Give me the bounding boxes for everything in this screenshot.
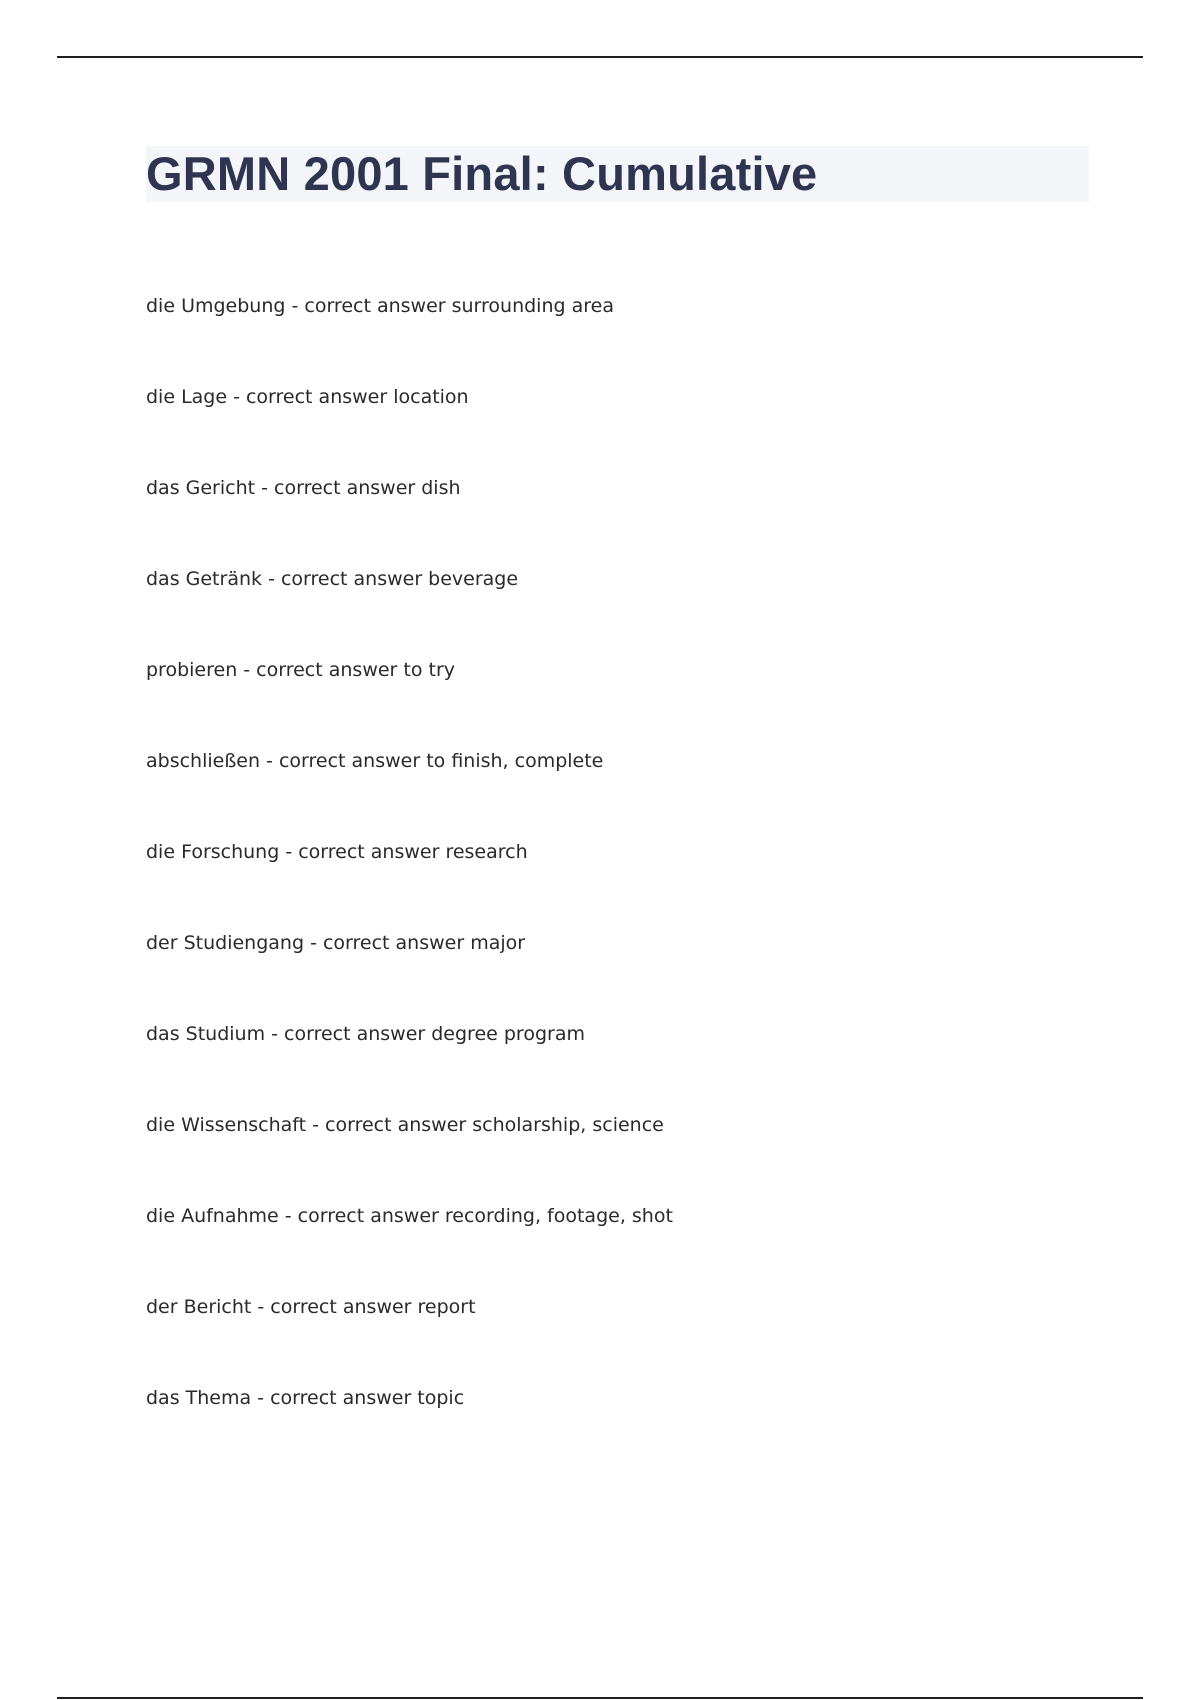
- vocabulary-list: [146, 290, 673, 1473]
- list-item: die Wissenschaft - correct answer scholarship, science: [146, 1114, 664, 1136]
- list-item: probieren - correct answer to try: [146, 659, 456, 681]
- list-item: die Aufnahme - correct answer recording, footage, shot: [146, 1205, 673, 1227]
- list-item: die Forschung - correct answer research: [146, 841, 528, 863]
- list-item: das Studium - correct answer degree program: [146, 1023, 585, 1045]
- page-title: GRMN 2001 Final: Cumulative: [146, 147, 818, 200]
- list-item: die Lage - correct answer location: [146, 386, 469, 408]
- list-item: das Thema - correct answer topic: [146, 1387, 465, 1409]
- title-banner: [146, 146, 1089, 202]
- list-item: das Gericht - correct answer dish: [146, 477, 461, 499]
- list-item: der Studiengang - correct answer major: [146, 932, 526, 954]
- top-rule: [57, 56, 1143, 58]
- list-item: der Bericht - correct answer report: [146, 1296, 476, 1318]
- bottom-rule: [57, 1697, 1143, 1699]
- list-item: die Umgebung - correct answer surrounding area: [146, 295, 614, 317]
- list-item: das Getränk - correct answer beverage: [146, 568, 519, 590]
- list-item: abschließen - correct answer to finish, complete: [146, 750, 604, 772]
